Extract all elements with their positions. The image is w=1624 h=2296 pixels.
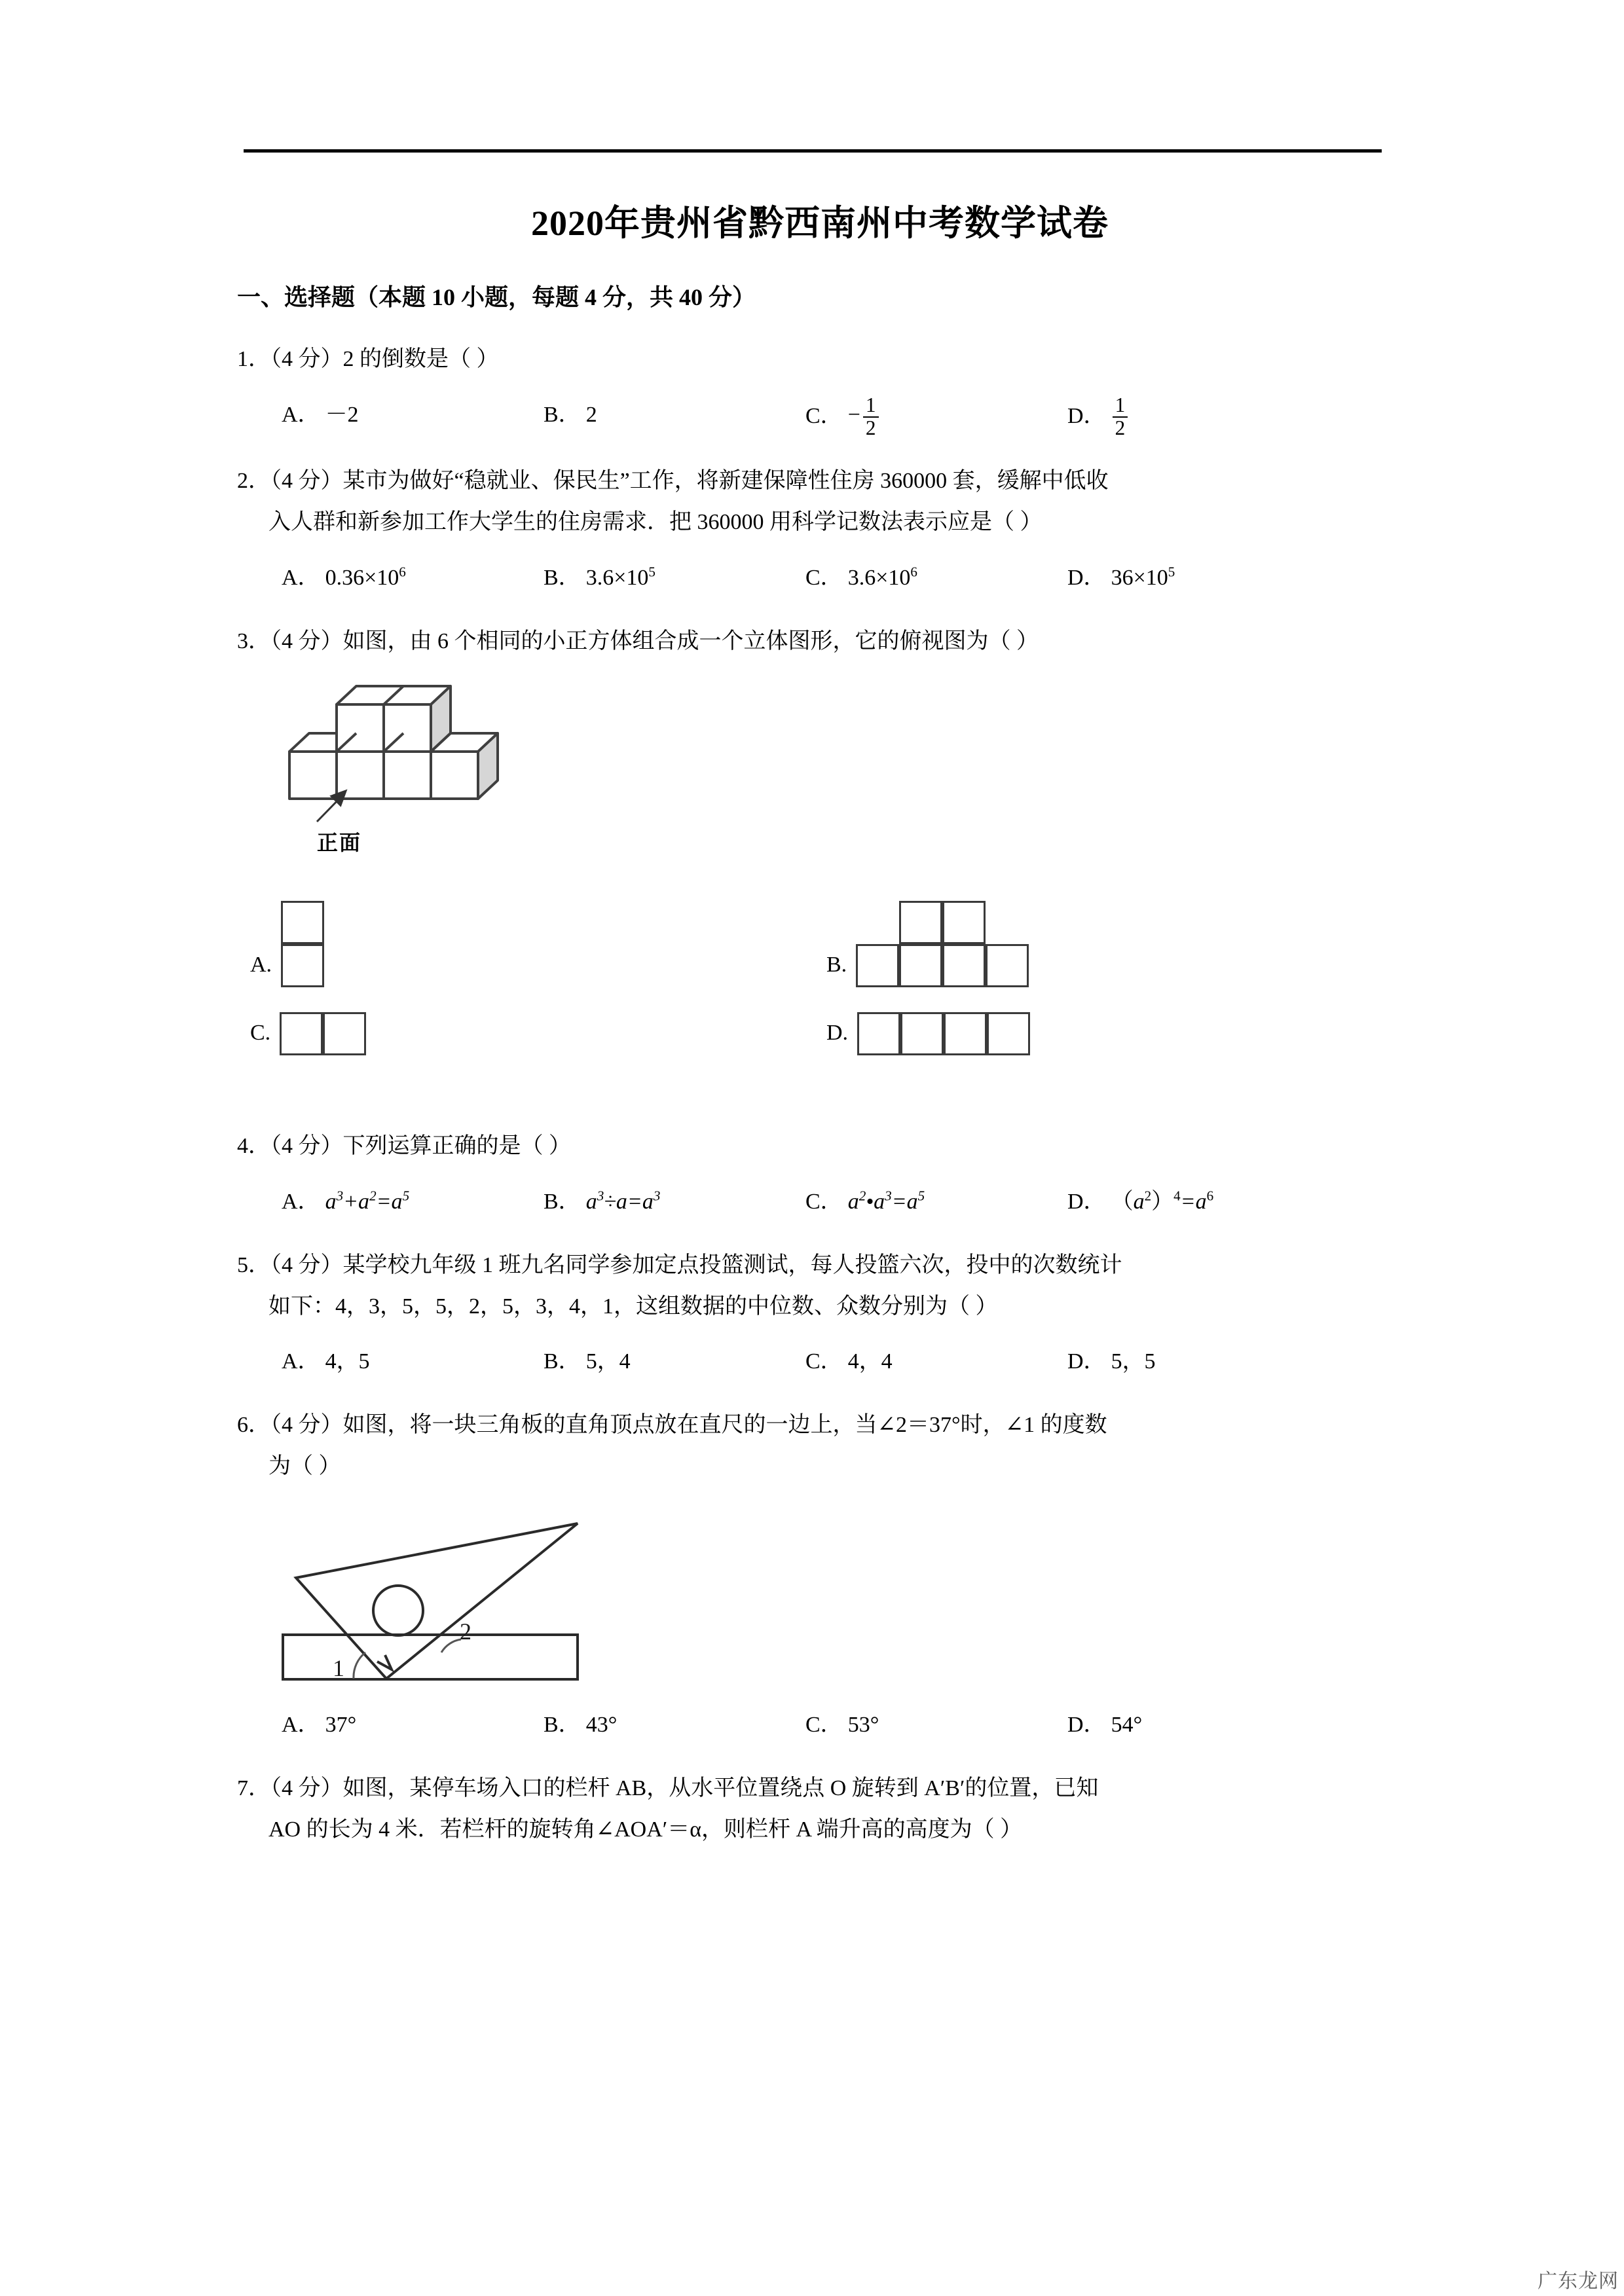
option-d[interactable]: [1067, 395, 1329, 439]
site-watermark: 广东龙网: [1538, 2270, 1619, 2293]
question-2-stem-line2: 入人群和新参加工作大学生的住房需求．把 360000 用科学记数法表示应是（ ）: [268, 510, 1043, 535]
option-c-grid: [280, 1012, 366, 1055]
option-b[interactable]: [544, 395, 805, 436]
option-d-label: D．: [1067, 404, 1106, 429]
grid-cell: [899, 944, 942, 987]
exponent: 5: [1168, 564, 1175, 580]
triangle-ruler-figure: [270, 1501, 610, 1690]
question-2-options: [282, 558, 1396, 599]
question-3-stem: 3．（4 分）如图，由 6 个相同的小正方体组合成一个立体图形，它的俯视图为（ ）: [237, 629, 1039, 654]
question-3-options: [250, 888, 1363, 1104]
angle-1-label: 1: [333, 1655, 344, 1682]
option-d-label: D.: [826, 1021, 849, 1046]
option-b-label: B．: [544, 402, 581, 427]
option-c-value: 4，4: [847, 1349, 893, 1374]
option-c[interactable]: [805, 395, 1067, 439]
option-a-value: －2: [325, 402, 359, 427]
option-a-value: 37°: [325, 1713, 357, 1738]
angle-2-label: 2: [460, 1618, 471, 1645]
option-a-grid: [281, 901, 324, 987]
option-d[interactable]: [826, 1012, 1030, 1055]
minus-sign: −: [847, 403, 860, 428]
option-b-value: 2: [585, 402, 597, 427]
option-c-label: C．: [805, 1713, 843, 1738]
question-2: [237, 461, 1396, 599]
option-a[interactable]: [282, 1341, 544, 1383]
option-b-value: 43°: [585, 1713, 618, 1738]
grid-cell: [899, 901, 942, 944]
option-d-value: 5，5: [1111, 1349, 1156, 1374]
option-c-label: C.: [250, 1021, 271, 1046]
option-d[interactable]: [1067, 1182, 1329, 1223]
grid-cell: [281, 944, 324, 987]
option-b-value: [586, 558, 655, 599]
option-b[interactable]: [544, 1182, 805, 1223]
question-7-stem-line2: AO 的长为 4 米．若栏杆的旋转角∠AOA′＝α，则栏杆 A 端升高的高度为（ ）: [268, 1817, 1023, 1842]
option-c-value: [848, 395, 880, 439]
question-6-stem-line1: 6．（4 分）如图，将一块三角板的直角顶点放在直尺的一边上，当∠2＝37°时，∠1 的度数: [237, 1413, 1107, 1438]
grid-cell: [856, 944, 899, 987]
grid-cell: [323, 1012, 366, 1055]
option-c[interactable]: [805, 1182, 1067, 1223]
option-a[interactable]: [282, 1705, 544, 1746]
fraction-denominator: 2: [863, 416, 879, 439]
option-d-value: [1111, 395, 1130, 439]
option-b-value: $a^3\div a=a^3$: [585, 1188, 661, 1214]
option-a-value: [325, 558, 406, 599]
option-a-value: $a^3+a^2=a^5$: [325, 1188, 410, 1214]
question-1: [237, 339, 1396, 439]
option-c[interactable]: [250, 1012, 366, 1055]
fraction-denominator: 2: [1113, 416, 1128, 439]
question-6-options: [282, 1705, 1396, 1746]
fraction-one-half: [863, 395, 879, 439]
exponent: 5: [648, 564, 655, 580]
section-heading: 一、选择题（本题 10 小题，每题 4 分，共 40 分）: [237, 284, 756, 311]
mantissa: 36×10: [1111, 566, 1168, 591]
question-6-stem-line2: 为（ ）: [268, 1454, 341, 1479]
option-c[interactable]: [805, 1341, 1067, 1383]
option-b-label: B．: [544, 1713, 581, 1738]
option-b-label: B．: [544, 1189, 581, 1214]
option-c-label: C．: [805, 404, 843, 429]
option-c-label: C．: [805, 1189, 843, 1214]
option-d-label: D．: [1067, 1189, 1106, 1214]
option-a-label: A．: [282, 1713, 320, 1738]
question-5-stem: [237, 1245, 1396, 1328]
grid-cell: [857, 1012, 900, 1055]
option-a-value: 4，5: [325, 1349, 370, 1374]
question-7-stem: [237, 1768, 1396, 1851]
option-b-label: B．: [544, 1349, 581, 1374]
question-4: [237, 1126, 1396, 1223]
fraction-one-half: [1113, 395, 1128, 439]
option-b-label: B．: [544, 566, 581, 591]
grid-cell: [900, 1012, 944, 1055]
question-3: [237, 621, 1396, 1104]
question-4-stem: 4．（4 分）下列运算正确的是（ ）: [237, 1133, 571, 1158]
option-b-value: 5，4: [585, 1349, 631, 1374]
header-divider: [244, 149, 1382, 153]
option-a-label: A.: [250, 953, 272, 977]
option-c-value: $a^2•a^3=a^5$: [847, 1188, 925, 1214]
document-content: [237, 177, 1396, 1851]
option-c[interactable]: [805, 558, 1067, 599]
option-a[interactable]: [250, 901, 324, 987]
grid-cell: [942, 944, 986, 987]
mantissa: 0.36×10: [325, 566, 399, 591]
option-b[interactable]: [544, 558, 805, 599]
option-b[interactable]: [826, 901, 1029, 987]
exponent: 6: [910, 564, 917, 580]
option-c-label: C．: [805, 1349, 843, 1374]
option-a-label: A．: [282, 1189, 320, 1214]
option-a[interactable]: [282, 1182, 544, 1223]
grid-cell: [942, 901, 986, 944]
triangle-ruler-svg: [270, 1501, 597, 1684]
option-a-label: A．: [282, 1349, 320, 1374]
fraction-numerator: 1: [1115, 393, 1126, 416]
option-b-label: B.: [826, 953, 847, 977]
option-d[interactable]: [1067, 558, 1329, 599]
grid-cell: [280, 1012, 323, 1055]
cube-stack-svg: [283, 674, 558, 825]
option-b[interactable]: [544, 1341, 805, 1383]
option-a-label: A．: [282, 566, 320, 591]
option-d-value: 54°: [1111, 1713, 1143, 1738]
option-b[interactable]: [544, 1705, 805, 1746]
option-d-label: D．: [1067, 566, 1106, 591]
option-c-value: 53°: [847, 1713, 879, 1738]
question-7-stem-line1: 7．（4 分）如图，某停车场入口的栏杆 AB，从水平位置绕点 O 旋转到 A′B′的位置，已知: [237, 1776, 1099, 1801]
option-c-label: C．: [805, 566, 843, 591]
question-7: [237, 1768, 1396, 1851]
option-d-grid: [857, 1012, 1030, 1055]
mantissa: 3.6×10: [847, 566, 911, 591]
option-d-value: $(a^2)^4=a^6$: [1111, 1188, 1214, 1214]
exponent: 6: [399, 564, 406, 580]
option-c[interactable]: [805, 1705, 1067, 1746]
question-5-stem-line1: 5．（4 分）某学校九年级 1 班九名同学参加定点投篮测试，每人投篮六次，投中的次数统计: [237, 1252, 1122, 1277]
question-4-options: [282, 1182, 1396, 1223]
figure-caption-front: 正面: [317, 830, 362, 854]
option-a-label: A．: [282, 402, 320, 427]
question-2-stem: [237, 461, 1396, 543]
question-6-stem: [237, 1405, 1396, 1487]
question-1-options: [282, 395, 1396, 439]
cube-stack-figure: [283, 674, 558, 871]
question-2-stem-line1: 2．（4 分）某市为做好“稳就业、保民生”工作，将新建保障性住房 360000 套，缓解中低收: [237, 469, 1109, 494]
grid-cell: [944, 1012, 987, 1055]
question-6: [237, 1405, 1396, 1746]
option-d-label: D．: [1067, 1713, 1106, 1738]
question-5: [237, 1245, 1396, 1383]
option-d[interactable]: [1067, 1705, 1329, 1746]
option-b-grid: [856, 901, 1029, 987]
option-a[interactable]: [282, 558, 544, 599]
question-1-stem: 1．（4 分）2 的倒数是（ ）: [237, 346, 499, 371]
question-5-stem-line2: 如下：4，3，5，5，2，5，3，4，1，这组数据的中位数、众数分别为（ ）: [268, 1294, 998, 1319]
grid-cell: [986, 944, 1029, 987]
option-a[interactable]: [282, 395, 544, 436]
fraction-numerator: 1: [865, 393, 876, 416]
option-d[interactable]: [1067, 1341, 1329, 1383]
option-d-label: D．: [1067, 1349, 1106, 1374]
grid-cell: [987, 1012, 1030, 1055]
grid-cell: [281, 901, 324, 944]
mantissa: 3.6×10: [585, 566, 649, 591]
question-5-options: [282, 1341, 1396, 1383]
option-d-value: [1111, 558, 1175, 599]
page-title: 2020年贵州省黔西南州中考数学试卷: [531, 204, 1109, 243]
option-c-value: [848, 558, 917, 599]
